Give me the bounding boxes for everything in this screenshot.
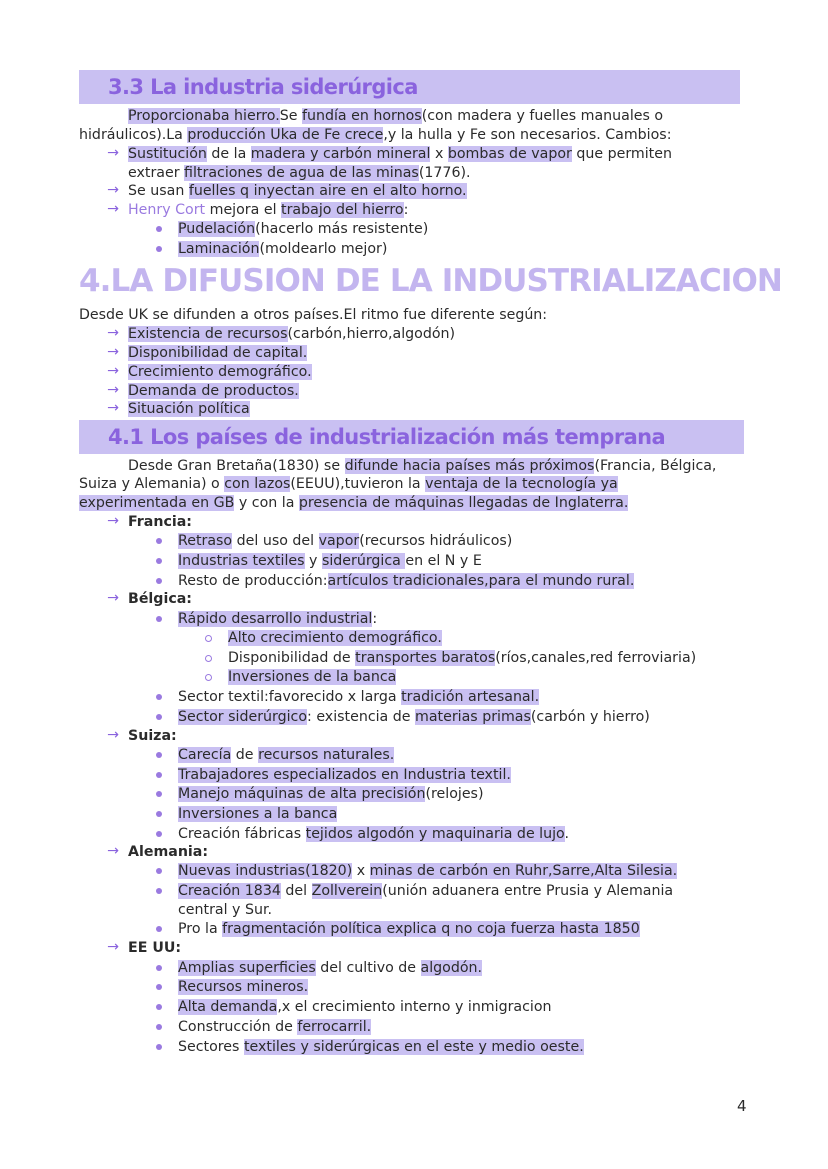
text-segment: en el N y E [405,553,482,569]
text-segment: (Francia, Bélgica, [594,458,717,474]
text-segment: ,y la hulla y Fe son necesarios. Cambios: [383,127,672,143]
list-item [128,200,408,220]
section-heading-4: 4.LA DIFUSION DE LA INDUSTRIALIZACION [79,263,782,299]
country-label-alemania: Alemania: [128,844,209,860]
sub-list-item [178,551,482,571]
text-segment: y [304,553,322,569]
text-segment: Nuevas industrias(1820) [178,863,353,879]
list-item [128,144,672,164]
text-segment: tradición artesanal. [401,689,540,705]
bullet-icon [154,809,164,819]
sub-list-item [178,958,482,978]
paragraph-line [79,474,618,494]
text-segment: Creación 1834 [178,883,281,899]
text-segment: Henry Cort [128,202,206,218]
page-number: 4 [737,1097,747,1115]
text-segment: tejidos algodón y maquinaria de lujo [305,826,565,842]
text-segment: madera y carbón mineral [250,146,431,162]
arrow-icon: → [107,382,119,398]
text-segment: : existencia de [307,709,416,725]
text-segment: presencia de máquinas llegadas de Inglaterra. [298,495,629,511]
text-segment: Pro la [178,921,223,937]
text-segment: y con la [234,495,299,511]
list-item [128,399,250,419]
text-segment: (unión aduanera entre Prusia y Alemania [382,883,674,899]
arrow-icon: → [107,513,119,529]
text-segment: (EEUU),tuvieron la [290,476,426,492]
sub-list-item [178,804,337,824]
text-segment: trabajo del hierro [281,202,404,218]
text-segment: artículos tradicionales,para el mundo rural. [327,573,635,589]
country-label-francia: Francia: [128,514,192,530]
sub-list-item [178,609,377,629]
text-segment: experimentada en GB [79,495,235,511]
text-segment: Pudelación [178,221,256,237]
list-item [128,343,307,363]
sub-list-item-continuation: central y Sur. [178,902,273,918]
text-segment: Manejo máquinas de alta precisión [178,786,426,802]
bullet-icon [154,924,164,934]
text-segment: Disponibilidad de [228,650,356,666]
sub-list-item [178,784,484,804]
text-segment: Demanda de productos. [128,383,299,399]
sub-list-item [178,1037,584,1057]
bullet-icon [154,886,164,896]
text-segment: vapor [318,533,360,549]
sub-list-item [178,239,387,259]
text-segment: Industrias textiles [178,553,305,569]
text-segment: Inversiones de la banca [228,669,397,685]
bullet-icon [154,1002,164,1012]
text-segment: de [231,747,259,763]
text-segment: (relojes) [425,786,484,802]
text-segment: Suiza y Alemania) o [79,476,225,492]
text-segment: algodón. [420,960,483,976]
text-segment: Sustitución [128,146,207,162]
sub-list-item [178,1017,371,1037]
bullet-icon [154,224,164,234]
arrow-icon: → [107,363,119,379]
list-item [128,181,467,201]
sub-list-item [178,881,673,901]
text-segment: Rápido desarrollo industrial [178,611,373,627]
text-segment: x [352,863,370,879]
sub-list-item [178,571,634,591]
text-segment: transportes baratos [355,650,496,666]
sub-list-item [178,824,569,844]
text-segment: recursos naturales. [258,747,395,763]
paragraph-line [79,125,671,145]
text-segment: (ríos,canales,red ferroviaria) [495,650,697,666]
text-segment: fundía en hornos [302,108,422,124]
sub-list-item [178,861,677,881]
arrow-icon: → [107,400,119,416]
text-segment: Construcción de [178,1019,298,1035]
text-segment: (carbón,hierro,algodón) [287,326,456,342]
text-segment: siderúrgica [321,553,406,569]
list-item [128,381,299,401]
text-segment: difunde hacia países más próximos [344,458,595,474]
sub-list-item [178,765,511,785]
text-segment: fuelles q inyectan aire en el alto horno. [188,183,467,199]
arrow-icon: → [107,325,119,341]
text-segment: Amplias superficies [178,960,316,976]
circle-bullet-icon [203,633,213,643]
arrow-icon: → [107,590,119,606]
text-segment: Situación política [128,401,250,417]
text-segment: Sector siderúrgico [178,709,308,725]
list-item-continuation [128,163,471,183]
list-item [128,362,312,382]
text-segment: materias primas [415,709,531,725]
bullet-icon [154,963,164,973]
text-segment: del [280,883,312,899]
text-segment: : [372,611,378,627]
text-segment: x [430,146,448,162]
bullet-icon [154,1042,164,1052]
text-segment: Resto de producción: [178,573,328,589]
arrow-icon: → [107,843,119,859]
arrow-icon: → [107,145,119,161]
text-segment: (moldearlo mejor) [259,241,388,257]
bullet-icon [154,244,164,254]
sub-list-item [178,977,308,997]
text-segment: Zollverein [311,883,383,899]
text-segment: Alto crecimiento demográfico. [228,630,442,646]
text-segment: con lazos [224,476,291,492]
arrow-icon: → [107,727,119,743]
text-segment: fragmentación política explica q no coja fuerza hasta 1850 [222,921,640,937]
text-segment: ferrocarril. [297,1019,372,1035]
text-segment: minas de carbón en Ruhr,Sarre,Alta Silesia. [369,863,678,879]
text-segment: Recursos mineros. [178,979,309,995]
text-segment: Laminación [178,241,260,257]
text-segment: (hacerlo más resistente) [255,221,429,237]
text-segment: que permiten [571,146,672,162]
bullet-icon [154,614,164,624]
sub-list-item [178,219,428,239]
bullet-icon [154,866,164,876]
bullet-icon [154,770,164,780]
text-segment: . [564,826,570,842]
paragraph-line [128,106,663,126]
text-segment: mejora el [205,202,282,218]
text-segment: extraer [128,165,185,181]
text-segment: 3.3 La industria siderúrgica [108,75,418,99]
section-heading-4-1 [79,420,744,454]
bullet-icon [154,982,164,992]
text-segment: 4.1 Los países de industrialización más temprana [108,425,666,449]
text-segment: (1776). [418,165,471,181]
sub-list-item [178,919,640,939]
text-segment: Existencia de recursos [128,326,288,342]
text-segment: de la [206,146,251,162]
bullet-icon [154,536,164,546]
text-segment: del uso del [232,533,319,549]
sub-list-item [178,531,512,551]
text-segment: ventaja de la tecnología ya [425,476,618,492]
text-segment: Se [279,108,302,124]
text-segment: ,x el crecimiento interno y inmigracion [277,999,552,1015]
list-item [128,324,455,344]
text-segment: (con madera y fuelles manuales o [421,108,664,124]
arrow-icon: → [107,939,119,955]
arrow-icon: → [107,201,119,217]
country-label-eeuu: EE UU: [128,940,182,956]
bullet-icon [154,712,164,722]
text-segment: bombas de vapor [447,146,572,162]
text-segment: textiles y siderúrgicas en el este y medio oeste. [243,1039,584,1055]
text-segment: : [403,202,409,218]
bullet-icon [154,576,164,586]
text-segment: Trabajadores especializados en Industria textil. [178,767,511,783]
bullet-icon [154,692,164,702]
section-heading-3-3 [79,70,740,104]
text-segment: Inversiones a la banca [178,806,338,822]
arrow-icon: → [107,344,119,360]
sub-sub-list-item [228,628,442,648]
text-segment: producción Uka de Fe crece [187,127,384,143]
text-segment: Disponibilidad de capital. [128,345,308,361]
circle-bullet-icon [203,653,213,663]
text-segment: Sector textil:favorecido x larga [178,689,402,705]
paragraph-line [128,456,716,476]
text-segment: Sectores [178,1039,244,1055]
text-segment: Retraso [178,533,233,549]
bullet-icon [154,556,164,566]
text-segment: (recursos hidráulicos) [359,533,513,549]
sub-sub-list-item [228,648,696,668]
sub-list-item [178,997,552,1017]
bullet-icon [154,750,164,760]
text-segment: Creación fábricas [178,826,306,842]
text-segment: Crecimiento demográfico. [128,364,312,380]
arrow-icon: → [107,182,119,198]
text-segment: Proporcionaba hierro. [128,108,280,124]
bullet-icon [154,789,164,799]
sub-list-item [178,707,650,727]
country-label-belgica: Bélgica: [128,591,192,607]
bullet-icon [154,1022,164,1032]
text-segment: del cultivo de [315,960,421,976]
text-segment: (carbón y hierro) [530,709,650,725]
paragraph-line: Desde UK se difunden a otros países.El ritmo fue diferente según: [79,307,548,323]
paragraph-line [79,493,628,513]
bullet-icon [154,829,164,839]
sub-sub-list-item [228,667,396,687]
text-segment: Alta demanda [178,999,278,1015]
text-segment: filtraciones de agua de las minas [184,165,419,181]
sub-list-item [178,745,394,765]
sub-list-item [178,687,539,707]
text-segment: Desde Gran Bretaña(1830) se [128,458,345,474]
text-segment: Carecía [178,747,232,763]
text-segment: Se usan [128,183,189,199]
country-label-suiza: Suiza: [128,728,177,744]
circle-bullet-icon [203,672,213,682]
text-segment: hidráulicos).La [79,127,188,143]
